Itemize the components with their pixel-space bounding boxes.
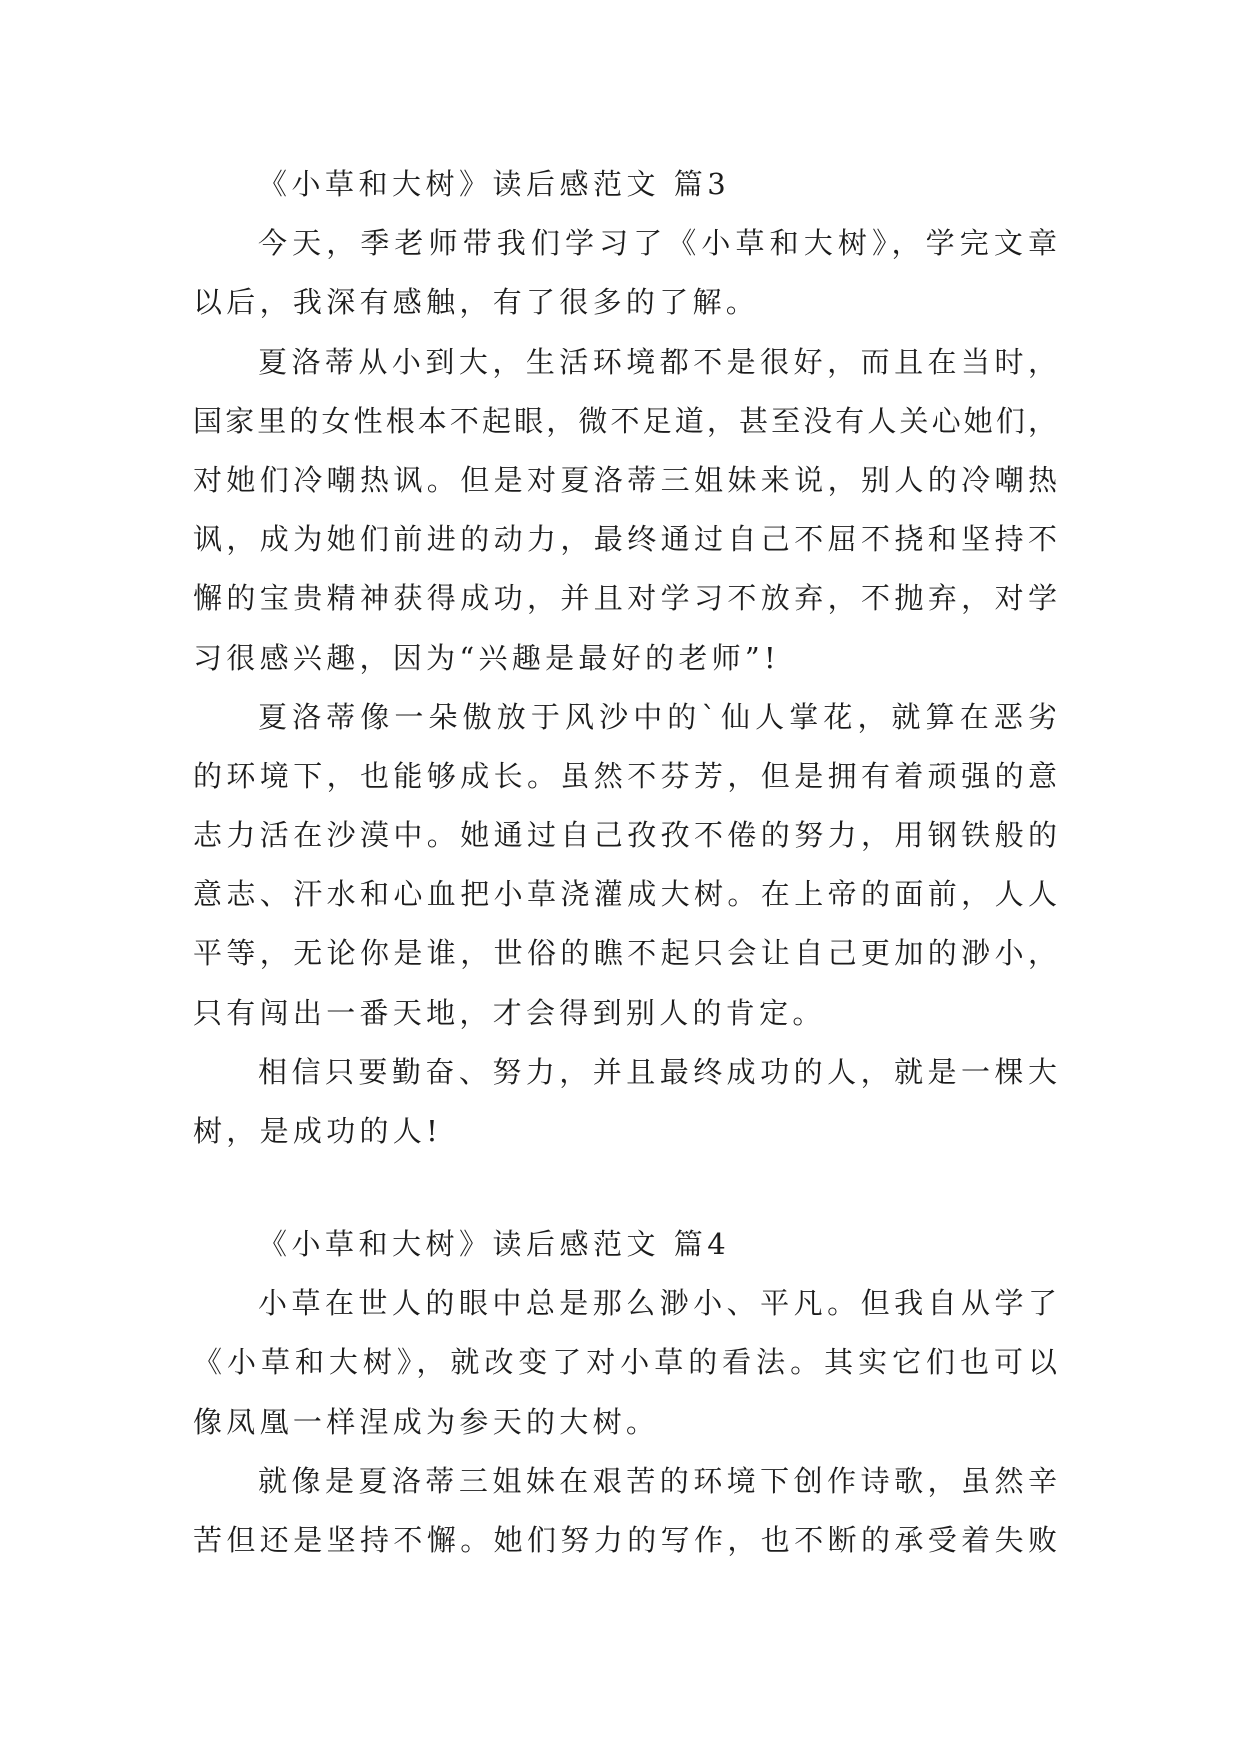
section-heading: 《小草和大树》读后感范文 篇3: [258, 167, 731, 201]
paragraph-line: 懈的宝贵精神获得成功，并且对学习不放弃，不抛弃，对学: [193, 581, 1057, 616]
paragraph-line: 习很感兴趣，因为“兴趣是最好的老师”!: [193, 640, 781, 675]
section-heading: 《小草和大树》读后感范文 篇4: [258, 1227, 731, 1261]
paragraph-line: 国家里的女性根本不起眼，微不足道，甚至没有人关心她们，: [193, 403, 1057, 438]
paragraph-line: 《小草和大树》，就改变了对小草的看法。其实它们也可以: [193, 1345, 1057, 1380]
paragraph-line: 以后，我深有感触，有了很多的了解。: [193, 285, 760, 320]
paragraph-line: 意志、汗水和心血把小草浇灌成大树。在上帝的面前，人人: [193, 877, 1057, 912]
paragraph-line: 像凤凰一样涅成为参天的大树。: [193, 1404, 660, 1439]
paragraph: [0, 1043, 1241, 1161]
paragraph-line: 平等，无论你是谁，世俗的瞧不起只会让自己更加的渺小，: [193, 936, 1057, 971]
paragraph: [0, 688, 1241, 1043]
essay-section-4: [0, 1215, 1241, 1570]
paragraph-line: 就像是夏洛蒂三姐妹在艰苦的环境下创作诗歌，虽然辛: [258, 1463, 1057, 1498]
paragraph-line: 只有闯出一番天地，才会得到别人的肯定。: [193, 995, 826, 1030]
paragraph-line: 夏洛蒂像一朵傲放于风沙中的`仙人掌花，就算在恶劣: [258, 699, 1057, 734]
paragraph-line: 相信只要勤奋、努力，并且最终成功的人，就是一棵大: [258, 1054, 1057, 1089]
paragraph-line: 小草在世人的眼中总是那么渺小、平凡。但我自从学了: [258, 1286, 1057, 1321]
paragraph: [0, 1274, 1241, 1452]
paragraph-line: 苦但还是坚持不懈。她们努力的写作，也不断的承受着失败: [193, 1522, 1057, 1557]
paragraph-line: 志力活在沙漠中。她通过自己孜孜不倦的努力，用钢铁般的: [193, 818, 1057, 853]
paragraph-line: 今天，季老师带我们学习了《小草和大树》，学完文章: [258, 226, 1057, 261]
paragraph-line: 夏洛蒂从小到大，生活环境都不是很好，而且在当时，: [258, 344, 1057, 379]
paragraph-line: 树，是成功的人!: [193, 1114, 443, 1148]
paragraph-line: 的环境下，也能够成长。虽然不芬芳，但是拥有着顽强的意: [193, 758, 1057, 793]
essay-section-3: [0, 155, 1241, 1161]
paragraph: [0, 333, 1241, 688]
paragraph-line: 讽，成为她们前进的动力，最终通过自己不屈不挠和坚持不: [193, 522, 1057, 557]
paragraph-line: 对她们冷嘲热讽。但是对夏洛蒂三姐妹来说，别人的冷嘲热: [193, 462, 1057, 497]
paragraph: [0, 1452, 1241, 1570]
paragraph: [0, 214, 1241, 332]
